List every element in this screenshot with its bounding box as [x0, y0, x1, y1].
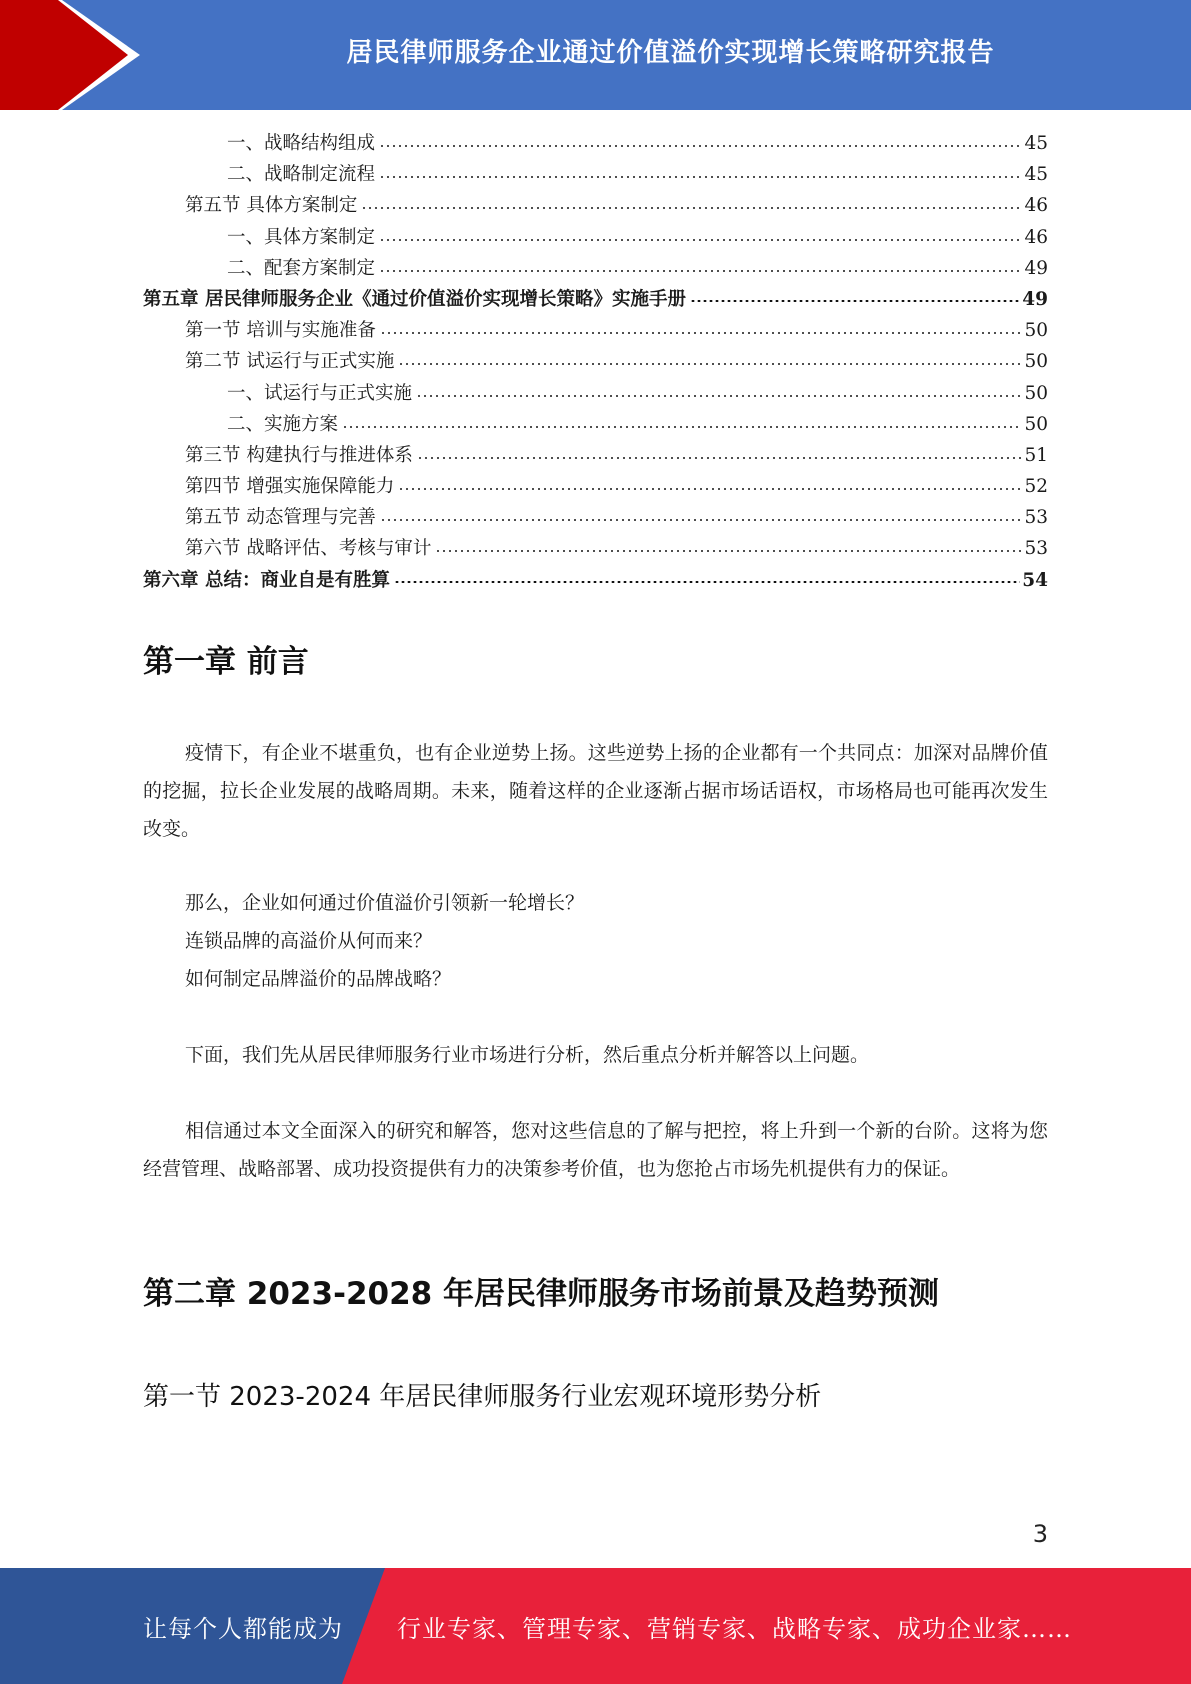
- toc-entry-title: 第一节 培训与实施准备: [185, 320, 376, 342]
- question-item: 如何制定品牌溢价的品牌战略？: [185, 968, 452, 990]
- toc-leader-dots: [394, 566, 1020, 586]
- toc-entry-title: 一、战略结构组成: [227, 133, 376, 154]
- toc-entry[interactable]: [143, 190, 1048, 221]
- toc-entry-title: 第五节 具体方案制定: [185, 195, 358, 217]
- footer-slogan-left: 让每个人都能成为: [143, 1614, 343, 1643]
- toc-entry[interactable]: [143, 315, 1048, 346]
- toc-entry[interactable]: [143, 159, 1048, 190]
- value-paragraph: 相信通过本文全面深入的研究和解答，您对这些信息的了解与把控，将上升到一个新的台阶。这将为您经营管理、战略部署、成功投资提供有力的决策参考价值，也为您抢占市场先机提供有力的保证。: [143, 1120, 1048, 1180]
- toc-page-number: 50: [1024, 413, 1048, 435]
- toc-entry[interactable]: [143, 128, 1048, 159]
- toc-entry-title: 二、战略制定流程: [227, 164, 376, 186]
- toc-page-number: 52: [1024, 476, 1048, 498]
- section-heading: 第一节 2023-2024 年居民律师服务行业宏观环境形势分析: [143, 1382, 822, 1412]
- toc-entry[interactable]: [143, 533, 1048, 564]
- analysis-intro-paragraph: 下面，我们先从居民律师服务行业市场进行分析，然后重点分析并解答以上问题。: [185, 1044, 870, 1066]
- toc-leader-dots: [416, 379, 1022, 399]
- toc-entry-title: 第五章 居民律师服务企业《通过价值溢价实现增长策略》实施手册: [143, 288, 686, 310]
- question-item: 连锁品牌的高溢价从何而来？: [185, 930, 433, 952]
- toc-page-number: 50: [1024, 351, 1048, 373]
- toc-leader-dots: [398, 347, 1022, 367]
- chapter-2-heading: 第二章 2023-2028 年居民律师服务市场前景及趋势预测: [143, 1276, 940, 1312]
- toc-leader-dots: [380, 503, 1023, 523]
- toc-entry-title: 一、试运行与正式实施: [227, 382, 413, 404]
- toc-entry[interactable]: [143, 378, 1048, 409]
- footer-slogan-right: 行业专家、管理专家、营销专家、战略专家、成功企业家……: [397, 1614, 1072, 1643]
- toc-page-number: 53: [1024, 507, 1048, 529]
- toc-leader-dots: [379, 223, 1022, 243]
- toc-entry[interactable]: [143, 502, 1048, 533]
- toc-entry[interactable]: [143, 565, 1048, 596]
- toc-leader-dots: [342, 410, 1022, 430]
- toc-entry[interactable]: [143, 222, 1048, 253]
- toc-leader-dots: [379, 160, 1022, 180]
- toc-entry-title: 第四节 增强实施保障能力: [185, 476, 395, 498]
- toc-entry-title: 第五节 动态管理与完善: [185, 507, 376, 529]
- toc-leader-dots: [379, 254, 1022, 274]
- toc-entry-title: 第六节 战略评估、考核与审计: [185, 538, 432, 560]
- toc-entry[interactable]: [143, 440, 1048, 471]
- toc-page-number: 50: [1024, 320, 1048, 342]
- toc-leader-dots: [379, 129, 1022, 149]
- toc-entry[interactable]: [143, 346, 1048, 377]
- toc-leader-dots: [690, 285, 1020, 305]
- toc-entry-title: 二、配套方案制定: [227, 257, 376, 279]
- toc-page-number: 51: [1024, 444, 1048, 466]
- toc-page-number: 45: [1024, 133, 1048, 154]
- toc-leader-dots: [398, 472, 1022, 492]
- toc-page-number: 46: [1024, 195, 1048, 217]
- toc-leader-dots: [417, 441, 1023, 461]
- toc-entry-title: 第三节 构建执行与推进体系: [185, 444, 413, 466]
- table-of-contents: [143, 128, 1048, 596]
- toc-leader-dots: [380, 316, 1023, 336]
- intro-paragraph: 疫情下，有企业不堪重负，也有企业逆势上扬。这些逆势上扬的企业都有一个共同点：加深对品牌价值的挖掘，拉长企业发展的战略周期。未来，随着这样的企业逐渐占据市场话语权，市场格局也可能再次发生改变。: [143, 742, 1048, 840]
- toc-page-number: 46: [1024, 226, 1048, 248]
- toc-entry-title: 第二节 试运行与正式实施: [185, 351, 395, 373]
- toc-leader-dots: [361, 191, 1022, 211]
- page-number: 3: [1032, 1520, 1048, 1548]
- header-chevron-icon: [0, 0, 160, 110]
- toc-entry[interactable]: [143, 284, 1048, 315]
- toc-entry[interactable]: [143, 409, 1048, 440]
- question-list: [185, 884, 1045, 998]
- toc-page-number: 49: [1022, 288, 1048, 310]
- toc-page-number: 50: [1024, 382, 1048, 404]
- toc-page-number: 45: [1024, 164, 1048, 186]
- question-item: 那么，企业如何通过价值溢价引领新一轮增长？: [185, 892, 585, 914]
- page-header: [0, 0, 1191, 110]
- report-title: 居民律师服务企业通过价值溢价实现增长策略研究报告: [346, 37, 995, 68]
- page-footer: [0, 1568, 1191, 1684]
- chapter-1-heading: 第一章 前言: [143, 644, 309, 680]
- toc-page-number: 54: [1022, 569, 1048, 591]
- toc-entry[interactable]: [143, 253, 1048, 284]
- toc-page-number: 53: [1024, 538, 1048, 560]
- toc-entry-title: 一、具体方案制定: [227, 226, 376, 248]
- toc-entry-title: 第六章 总结：商业自是有胜算: [143, 569, 390, 591]
- toc-page-number: 49: [1024, 257, 1048, 279]
- toc-leader-dots: [435, 534, 1022, 554]
- toc-entry-title: 二、实施方案: [227, 413, 339, 435]
- toc-entry[interactable]: [143, 471, 1048, 502]
